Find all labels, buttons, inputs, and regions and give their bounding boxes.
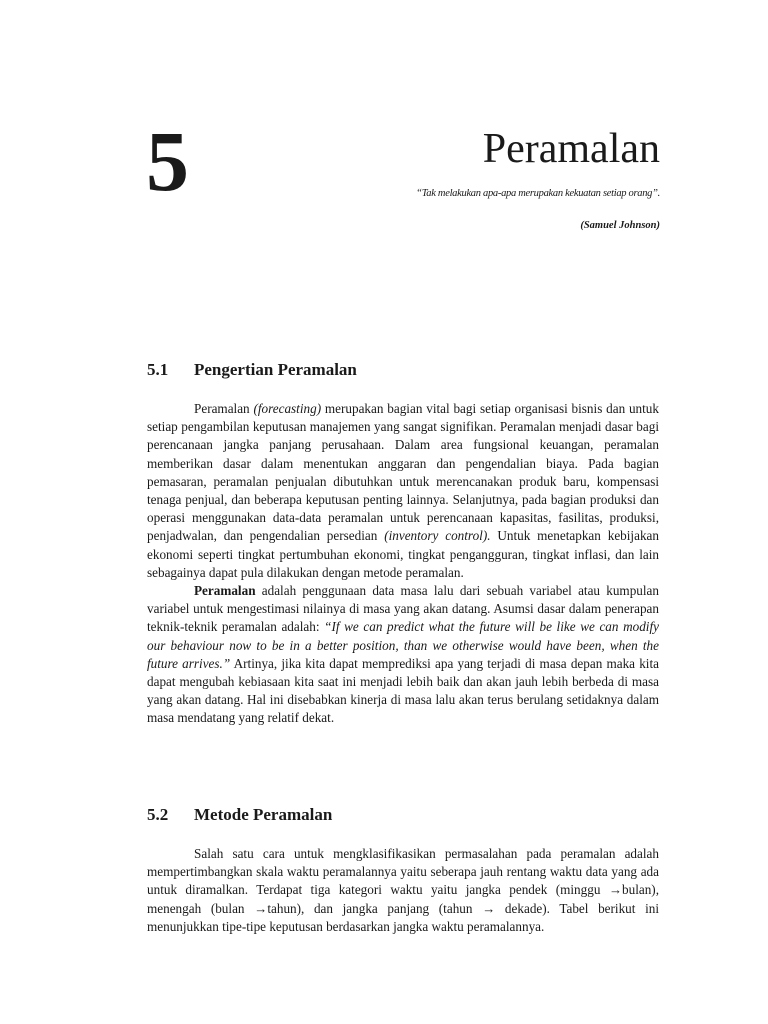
chapter-number: 5 (146, 113, 189, 209)
text-run: Untuk menetapkan kebijakan ekonomi seperti tingkat pertumbuhan ekonomi, tingkat pengangguran, tingkat inflasi, dan lain sebagainya dapat pula dilakukan dengan metode peramalan. (147, 528, 659, 580)
text-run: Artinya, jika kita dapat memprediksi apa yang terjadi di masa depan maka kita dapat mengubah kebiasaan kita saat ini menjadi lebih baik dan akan jauh lebih berbeda di masa yang akan datang. Hal ini disebabkan kinerja di masa lalu akan terus berulang setidaknya dalam masa mendatang yang relatif dekat. (147, 655, 659, 726)
section-heading-5-2 (147, 806, 332, 823)
paragraph (147, 582, 659, 728)
paragraph (147, 400, 659, 582)
text-run: Peramalan (194, 401, 254, 416)
italic-term: (inventory control). (384, 528, 491, 544)
section-5-2-body (147, 845, 659, 936)
section-title: Pengertian Peramalan (194, 360, 357, 379)
italic-quote: “If we can predict what the future will be like we can modify our behaviour now to be in a better position, than we otherwise would have been, when the future arrives.” (147, 619, 659, 671)
bold-term: Peramalan (194, 583, 256, 599)
section-heading-5-1 (147, 361, 357, 378)
section-5-1-body (147, 400, 659, 728)
epigraph-author: (Samuel Johnson) (580, 220, 660, 231)
paragraph: Salah satu cara untuk mengklasifikasikan permasalahan pada peramalan adalah mempertimbangkan skala waktu peramalannya yaitu seberapa jauh rentang waktu data yang ada untuk diramalkan. Terdapat tiga kategori waktu yaitu jangka pendek (minggu →bulan), menengah (bulan →tahun), dan jangka panjang (tahun → dekade). Tabel berikut ini menunjukkan tipe-tipe keputusan berdasarkan jangka waktu peramalannya. (147, 846, 659, 934)
text-run: merupakan bagian vital bagi setiap organisasi bisnis dan untuk setiap pengambilan keputusan manajemen yang sangat signifikan. Peramalan menjadi dasar bagi perencanaan jangka panjang perusahaan. Dalam area fungsional keuangan, peramalan memberikan dasar dalam menentukan anggaran dan pengendalian biaya. Pada bagian pemasaran, peramalan penjualan dibutuhkan untuk merencanakan produk baru, kompensasi tenaga penjual, dan beberapa keputusan penting lainnya. Selanjutnya, pada bagian produksi dan operasi menggunakan data-data peramalan untuk perencanaan kapasitas, fasilitas, produksi, penjadwalan, dan pengendalian persedian (147, 401, 659, 544)
text-run: adalah penggunaan data masa lalu dari sebuah variabel atau kumpulan variabel untuk mengestimasi nilainya di masa yang akan datang. Asumsi dasar dalam penerapan teknik-teknik peramalan adalah: (147, 583, 659, 635)
section-number: 5.1 (147, 360, 169, 379)
section-number: 5.2 (147, 805, 169, 824)
epigraph-quote: “Tak melakukan apa-apa merupakan kekuatan setiap orang”. (416, 188, 660, 199)
section-title: Metode Peramalan (194, 805, 333, 824)
italic-term: (forecasting) (253, 401, 322, 416)
chapter-title: Peramalan (482, 126, 660, 172)
